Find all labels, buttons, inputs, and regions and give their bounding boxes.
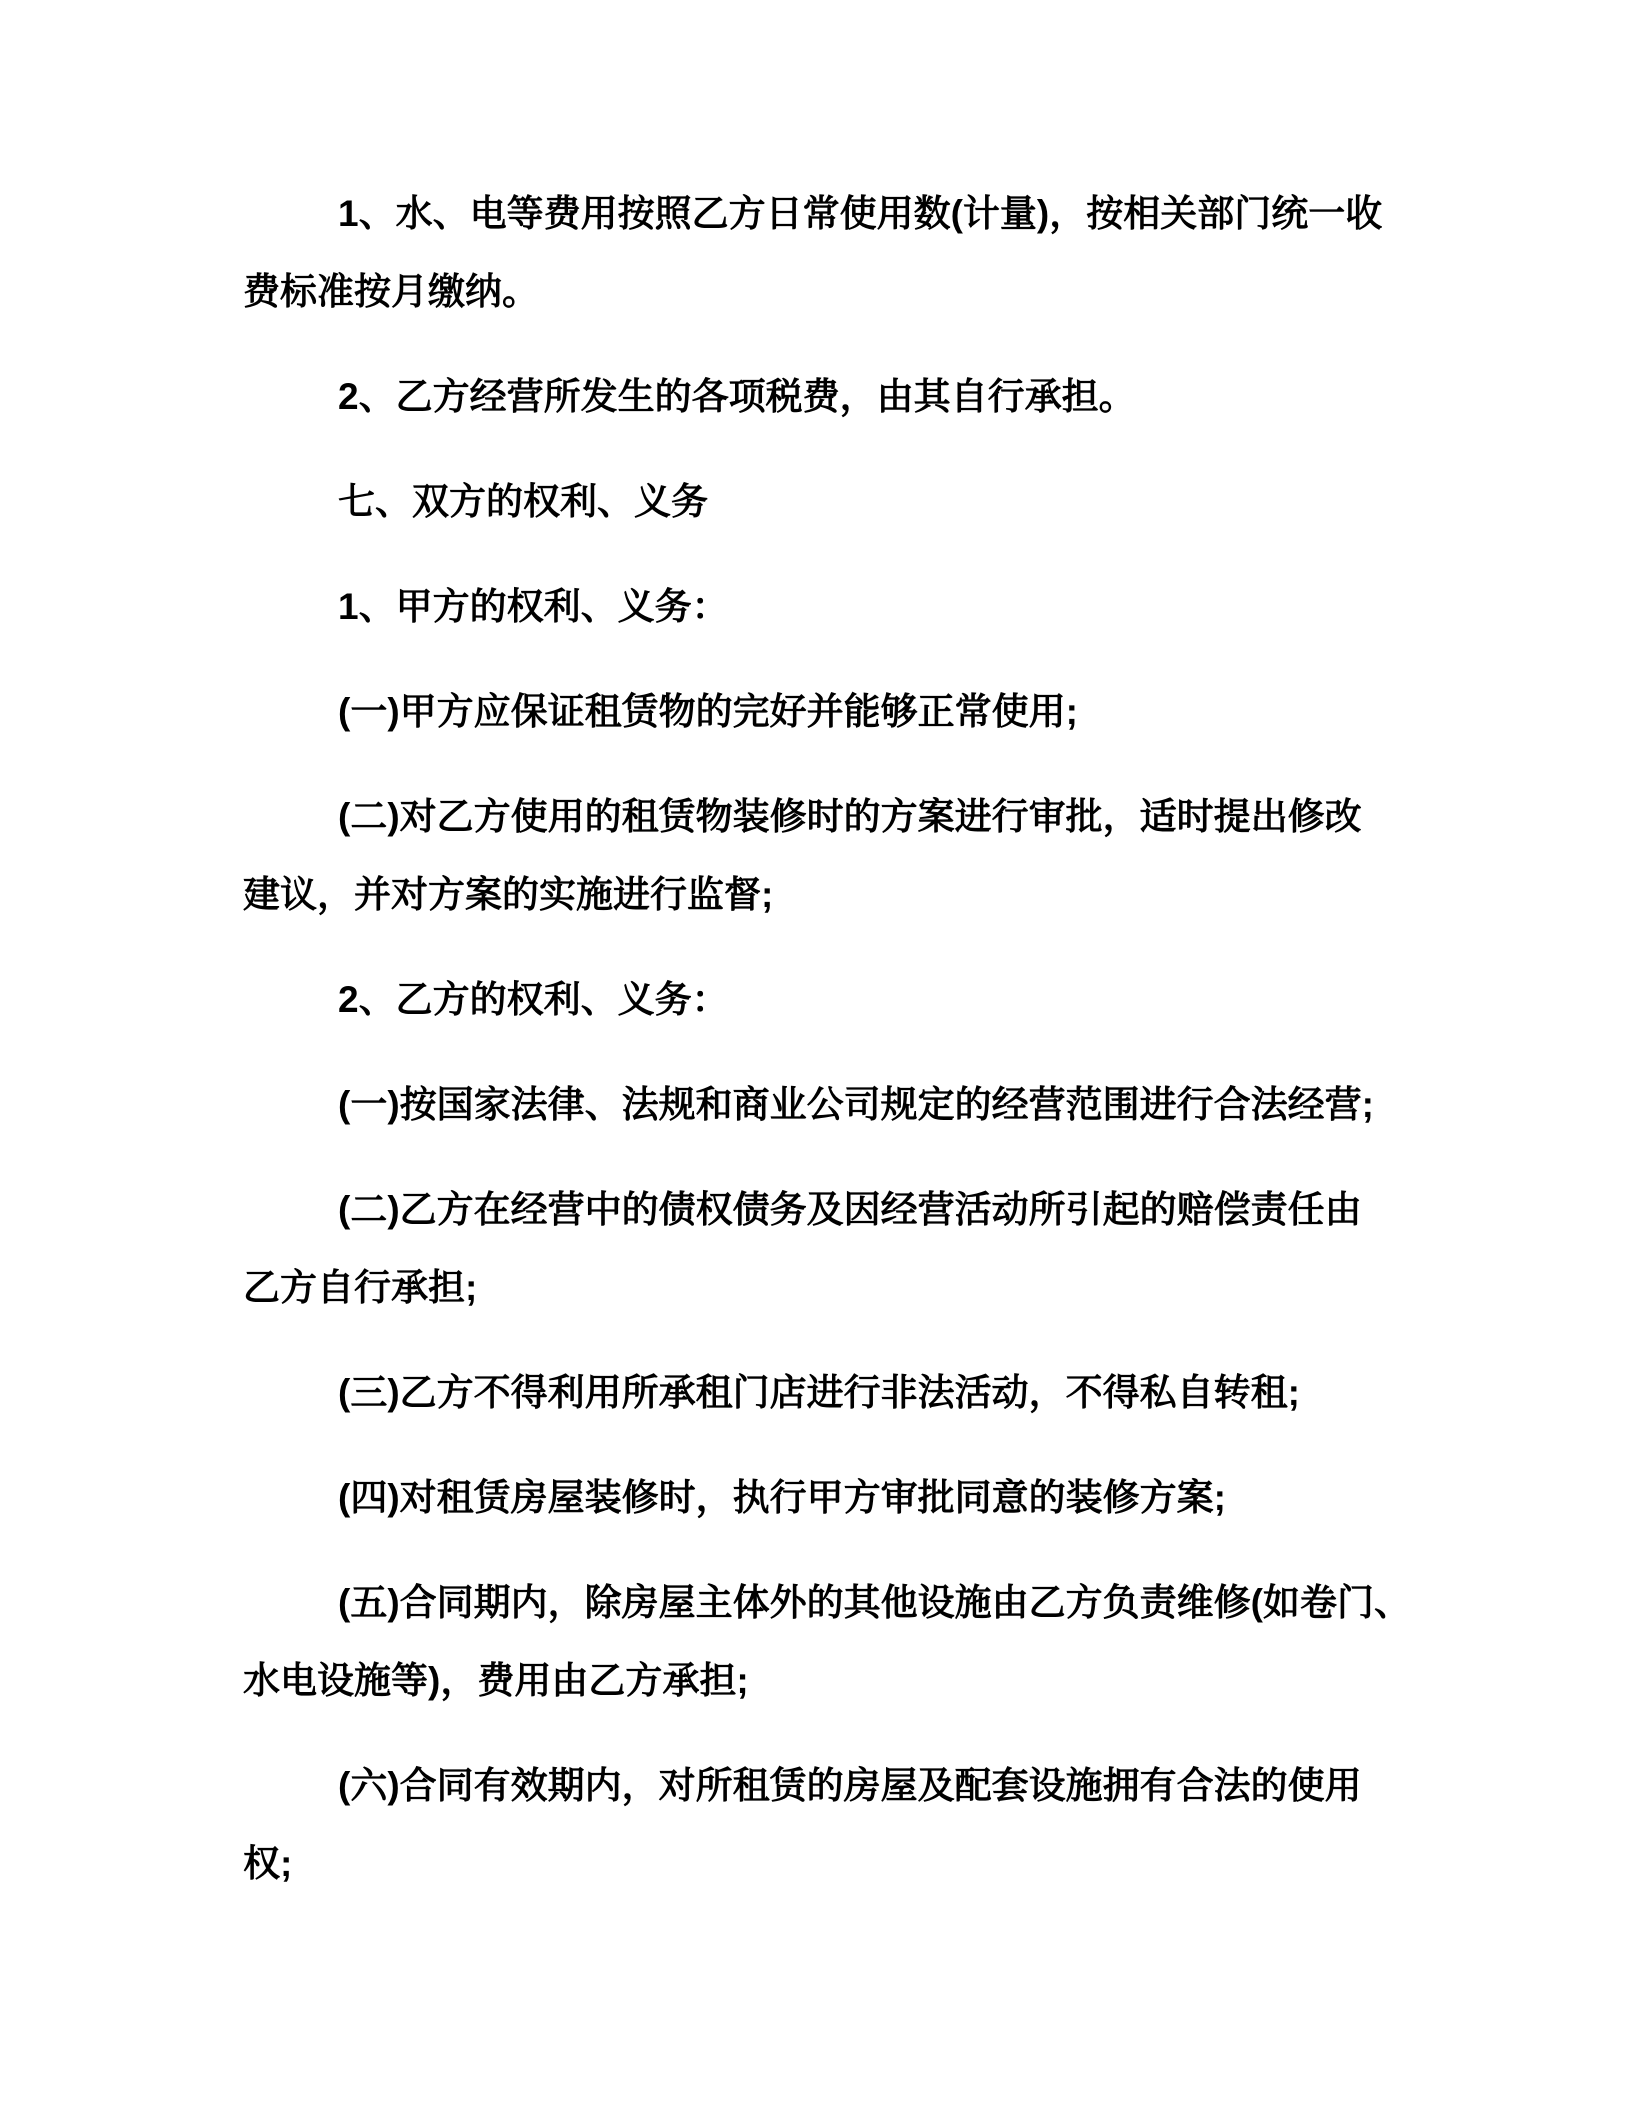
text-line: 1、甲方的权利、义务： (338, 586, 729, 627)
paragraph (243, 673, 1443, 751)
text-line: 乙方自行承担; (243, 1267, 478, 1308)
paragraph (243, 568, 1443, 646)
paragraph (243, 778, 1443, 934)
text-line: 2、乙方经营所发生的各项税费，由其自行承担。 (338, 376, 1136, 417)
paragraph (243, 1171, 1443, 1327)
text-line: (四)对租赁房屋装修时，执行甲方审批同意的装修方案; (338, 1477, 1226, 1518)
paragraph (243, 1459, 1443, 1537)
text-line: (二)对乙方使用的租赁物装修时的方案进行审批，适时提出修改 (338, 796, 1362, 837)
paragraph (243, 961, 1443, 1039)
text-line: (一)按国家法律、法规和商业公司规定的经营范围进行合法经营; (338, 1084, 1374, 1125)
paragraph (243, 1747, 1443, 1903)
text-line: (一)甲方应保证租赁物的完好并能够正常使用; (338, 691, 1078, 732)
paragraph (243, 358, 1443, 436)
text-line: 费标准按月缴纳。 (243, 271, 539, 312)
contract-text-block (243, 175, 1443, 1930)
paragraph (243, 463, 1443, 541)
text-line: (三)乙方不得利用所承租门店进行非法活动，不得私自转租; (338, 1372, 1300, 1413)
paragraph (243, 1354, 1443, 1432)
paragraph (243, 1066, 1443, 1144)
text-line: 权; (243, 1843, 293, 1884)
paragraph (243, 1564, 1443, 1720)
paragraph (243, 175, 1443, 331)
text-line: 1、水、电等费用按照乙方日常使用数(计量)，按相关部门统一收 (338, 193, 1383, 234)
text-line: (六)合同有效期内，对所租赁的房屋及配套设施拥有合法的使用 (338, 1765, 1362, 1806)
text-line: (五)合同期内，除房屋主体外的其他设施由乙方负责维修(如卷门、 (338, 1582, 1411, 1623)
text-line: (二)乙方在经营中的债权债务及因经营活动所引起的赔偿责任由 (338, 1189, 1362, 1230)
text-line: 水电设施等)，费用由乙方承担; (243, 1660, 749, 1701)
text-line: 七、双方的权利、义务 (338, 481, 708, 522)
text-line: 建议，并对方案的实施进行监督; (243, 874, 774, 915)
text-line: 2、乙方的权利、义务： (338, 979, 729, 1020)
